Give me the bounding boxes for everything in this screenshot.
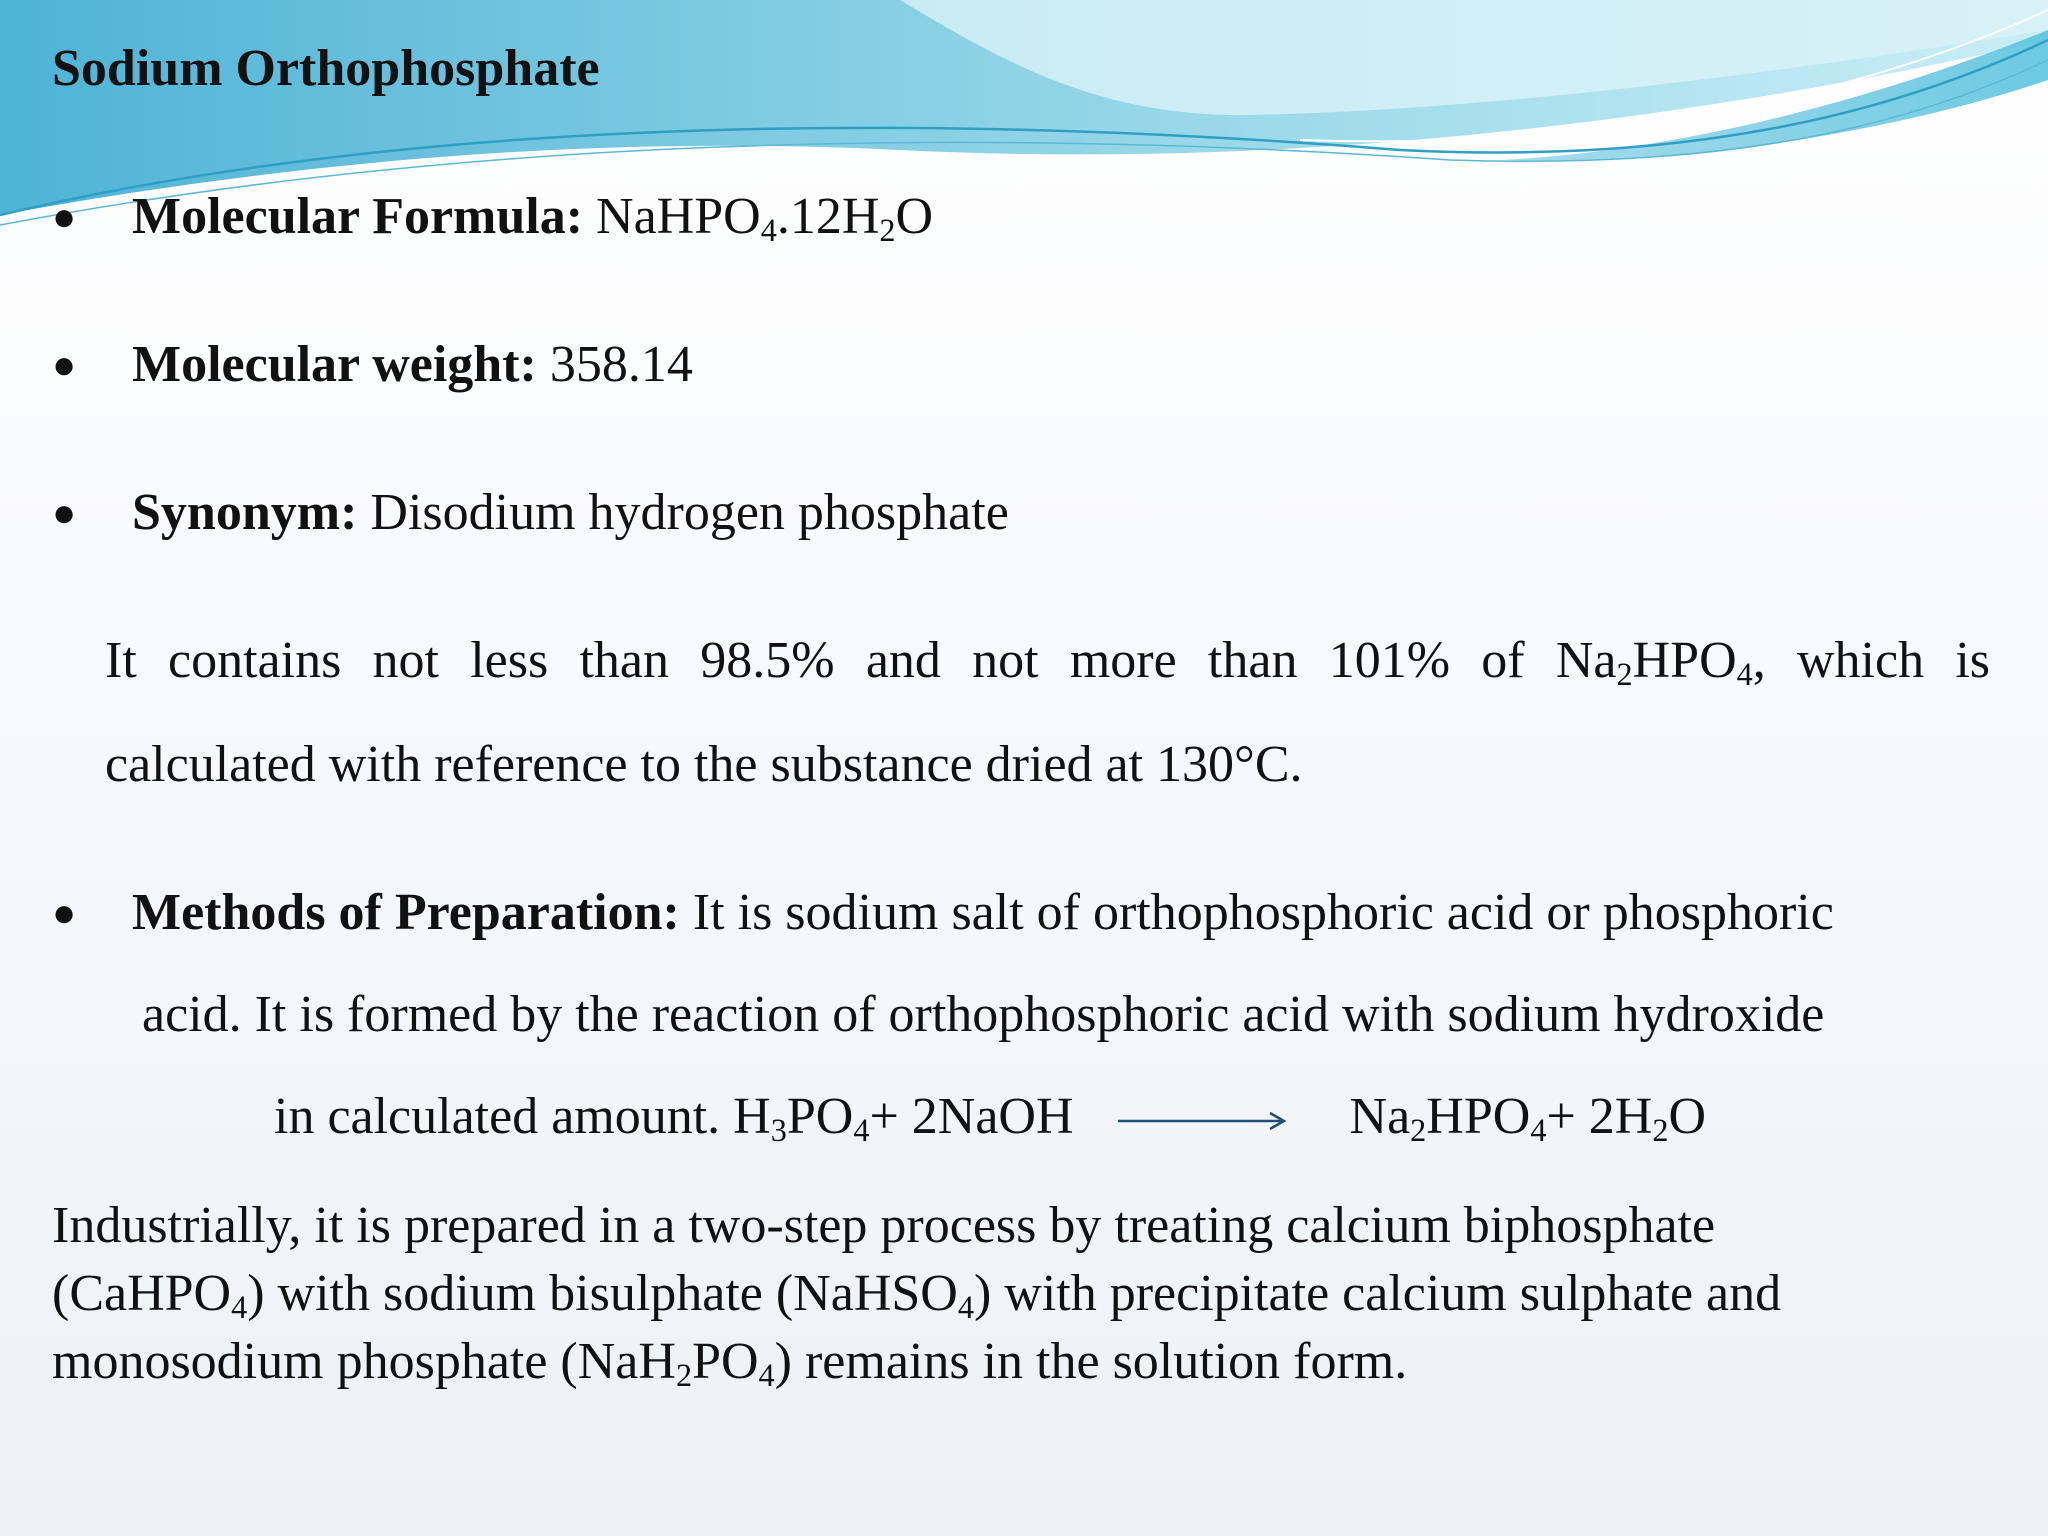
synonym-row (132, 480, 1009, 546)
preparation-label: Methods of Preparation: (132, 884, 680, 941)
bullet-icon: ● (52, 490, 77, 535)
synonym-value: Disodium hydrogen phosphate (370, 484, 1009, 541)
synonym-label: Synonym: (132, 484, 358, 541)
purity-line-2: calculated with reference to the substance dried at 130°C. (105, 736, 1303, 793)
molecular-formula-row (132, 184, 933, 250)
bullet-icon: ● (52, 342, 77, 387)
industrial-line-3: monosodium phosphate $(NaH_2PO_4)$ remains in the solution form. (52, 1333, 1408, 1394)
purity-line-1: It contains not less than 98.5% and not more than 101% of $Na_2HPO_4$, which is (105, 632, 1991, 693)
bullet-icon: ● (52, 890, 77, 935)
industrial-line-2: (CaHPO$_4$) with sodium bisulphate (NaHSO$_4$) with precipitate calcium sulphate and (52, 1265, 1782, 1326)
reaction-arrow-icon (1118, 1111, 1288, 1131)
reaction-equation: in calculated amount. $H_3PO_4+$ 2NaOH $Na_2HPO_4+ 2H_2O$ (274, 1088, 1707, 1149)
slide-title: Sodium Orthophosphate (52, 40, 600, 97)
preparation-line-2: acid. It is formed by the reaction of orthophosphoric acid with sodium hydroxide (142, 986, 1825, 1043)
preparation-line-1: Methods of Preparation: It is sodium salt of orthophosphoric acid or phosphoric (132, 884, 1834, 941)
molecular-weight-row (132, 332, 693, 398)
bullet-icon: ● (52, 194, 77, 239)
molecular-formula-label: Molecular Formula: (132, 188, 584, 245)
industrial-line-1: Industrially, it is prepared in a two-step process by treating calcium biphosphate (52, 1197, 1716, 1254)
molecular-weight-label: Molecular weight: (132, 336, 537, 393)
molecular-formula-value: $NaHPO_4.12H_2O$ (596, 188, 934, 249)
molecular-weight-value: 358.14 (549, 336, 693, 393)
